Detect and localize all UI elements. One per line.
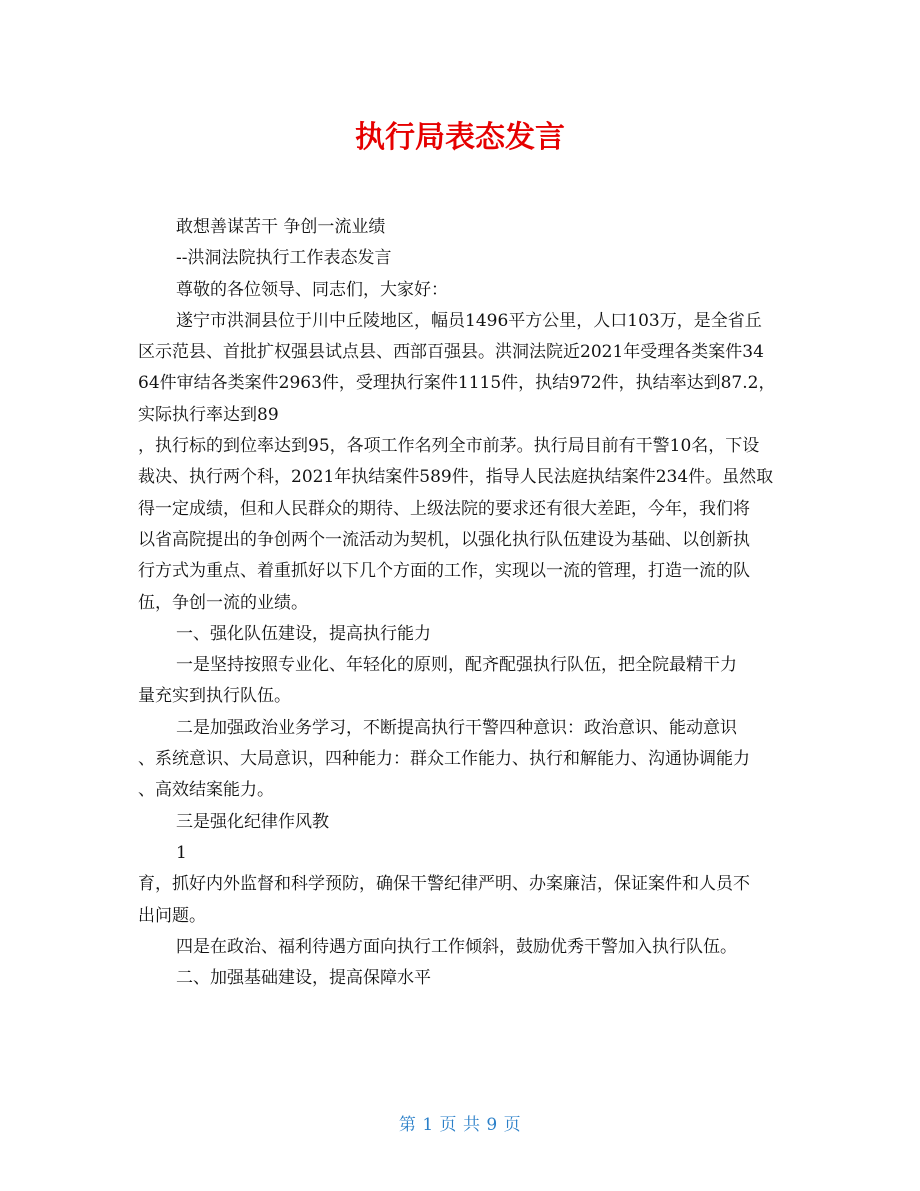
text-line: 1 bbox=[176, 842, 187, 863]
text-line: 以省高院提出的争创两个一流活动为契机，以强化执行队伍建设为基础、以创新执 bbox=[138, 529, 750, 550]
text-line: 伍，争创一流的业绩。 bbox=[138, 592, 308, 613]
text-line: 一是坚持按照专业化、年轻化的原则，配齐配强执行队伍，把全院最精干力 bbox=[176, 655, 737, 676]
text-line: 行方式为重点、着重抓好以下几个方面的工作，实现以一流的管理，打造一流的队 bbox=[138, 561, 750, 582]
text-line: 得一定成绩，但和人民群众的期待、上级法院的要求还有很大差距，今年，我们将 bbox=[138, 498, 750, 519]
text-line: 出问题。 bbox=[138, 905, 206, 926]
document-body bbox=[138, 212, 788, 994]
text-line: 区示范县、首批扩权强县试点县、西部百强县。洪洞法院近2021年受理各类案件34 bbox=[138, 342, 764, 363]
text-line: 量充实到执行队伍。 bbox=[138, 686, 291, 707]
text-line: 育，抓好内外监督和科学预防，确保干警纪律严明、办案廉洁，保证案件和人员不 bbox=[138, 874, 750, 895]
text-line: 实际执行率达到89 bbox=[138, 404, 279, 425]
text-line: 敢想善谋苦干 争创一流业绩 bbox=[176, 217, 386, 237]
text-line: 二、加强基础建设，提高保障水平 bbox=[176, 968, 431, 989]
document-title: 执行局表态发言 bbox=[355, 120, 565, 155]
text-line: 尊敬的各位领导、同志们，大家好： bbox=[176, 279, 448, 300]
text-line: --洪洞法院执行工作表态发言 bbox=[176, 248, 392, 269]
text-line: 、系统意识、大局意识，四种能力：群众工作能力、执行和解能力、沟通协调能力 bbox=[138, 749, 750, 770]
text-line: 裁决、执行两个科，2021年执结案件589件，指导人民法庭执结案件234件。虽然取 bbox=[138, 467, 774, 488]
text-line: 一、强化队伍建设，提高执行能力 bbox=[176, 623, 431, 644]
text-line: 二是加强政治业务学习，不断提高执行干警四种意识：政治意识、能动意识 bbox=[176, 717, 737, 738]
text-line: 遂宁市洪洞县位于川中丘陵地区，幅员1496平方公里，人口103万，是全省丘 bbox=[176, 310, 762, 331]
text-line: 三是强化纪律作风教 bbox=[176, 811, 329, 832]
text-line: 、高效结案能力。 bbox=[138, 780, 274, 801]
text-line: 四是在政治、福利待遇方面向执行工作倾斜，鼓励优秀干警加入执行队伍。 bbox=[176, 936, 737, 957]
page-number-footer: 第 1 页 共 9 页 bbox=[398, 1115, 522, 1135]
text-line: ，执行标的到位率达到95，各项工作名列全市前茅。执行局目前有干警10名，下设 bbox=[138, 436, 760, 457]
text-line: 64件审结各类案件2963件，受理执行案件1115件，执结972件，执结率达到87.2， bbox=[138, 373, 776, 394]
